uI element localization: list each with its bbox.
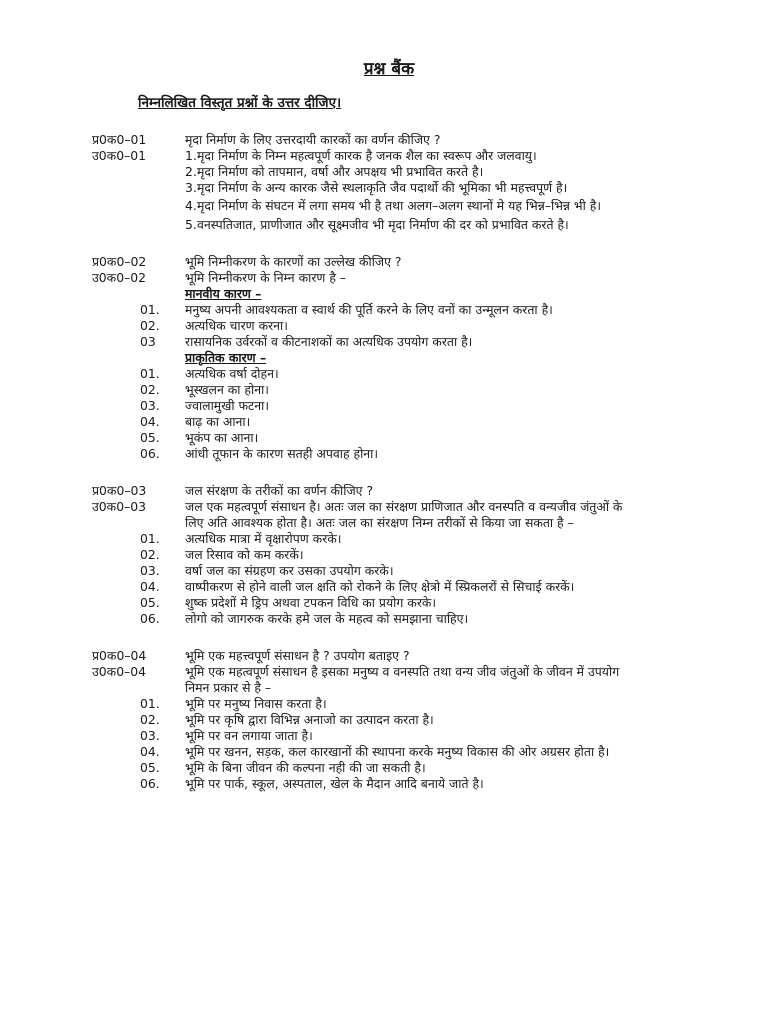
- group-heading-human: मानवीय कारण –: [185, 286, 262, 301]
- question-label: प्र0क0–02: [92, 254, 147, 269]
- answer-point: 04. बाढ़ का आना।: [140, 414, 251, 429]
- answer-point: 03 रासायनिक उर्वरकों व कीटनाशकों का अत्यधिक उपयोग करता है।: [140, 334, 473, 349]
- question-block-3: [0, 483, 768, 627]
- question-text: भूमि एक महत्त्वपूर्ण संसाधन है ? उपयोग बताइए ?: [185, 648, 410, 663]
- answer-point: 4. मृदा निर्माण के संघटन में लगा समय भी है तथा अलग–अलग स्थानों मे यह भिन्न–भिन्न भी है।: [185, 198, 602, 213]
- answer-label: उ0क0–02: [92, 270, 147, 285]
- answer-point: 04. वाष्पीकरण से होने वाली जल क्षति को रोकने के लिए क्षेत्रो में स्प्रिकलरों से सिचाई करकें।: [140, 579, 575, 594]
- answer-point: 02. अत्यधिक चारण करना।: [140, 318, 288, 333]
- answer-point: 1. मृदा निर्माण के निम्न महत्वपूर्ण कारक है जनक शैल का स्वरूप और जलवायु।: [185, 148, 537, 163]
- answer-intro: भूमि एक महत्वपूर्ण संसाधन है इसका मनुष्य व वनस्पति तथा वन्य जीव जंतुओं के जीवन में उपयोग निमन प्रकार से है –: [185, 664, 620, 695]
- answer-intro: जल एक महत्वपूर्ण संसाधन है। अतः जल का संरक्षण प्राणिजात और वनस्पति व वन्यजीव जंतुओं के लिए अति आवश्यक होता है। अतः जल का संरक्षण निम्न तरीकों से किया जा सकता है –: [185, 499, 623, 530]
- answer-point: 02. भूमि पर कृषि द्वारा विभिन्न अनाजो का उत्पादन करता है।: [140, 712, 434, 727]
- answer-point: 3. मृदा निर्माण के अन्य कारक जैसे स्थलाकृति जैव पदार्थो की भूमिका भी महत्त्वपूर्ण है।: [185, 180, 568, 195]
- answer-point: 01. भूमि पर मनुष्य निवास करता है।: [140, 696, 327, 711]
- answer-point: 03. वर्षा जल का संग्रहण कर उसका उपयोग करके।: [140, 563, 394, 578]
- answer-point: 2. मृदा निर्माण को तापमान, वर्षा और अपक्षय भी प्रभावित करते है।: [185, 164, 484, 179]
- instruction-heading: निम्नलिखित विस्तृत प्रश्नों के उत्तर दीजिए।: [138, 95, 342, 111]
- answer-point: 01. अत्यधिक मात्रा में वृक्षारोपण करके।: [140, 531, 342, 546]
- answer-point: 05. भूमि के बिना जीवन की कल्पना नही की जा सकती है।: [140, 760, 426, 775]
- answer-label: उ0क0–03: [92, 499, 147, 514]
- answer-point: 02. भूस्खलन का होना।: [140, 382, 269, 397]
- group-heading-natural: प्राकृतिक कारण –: [185, 350, 267, 365]
- answer-point: 03. ज्वालामुखी फटना।: [140, 398, 270, 413]
- question-block-1: [0, 132, 768, 233]
- question-label: प्र0क0–03: [92, 483, 147, 498]
- answer-point: 05. भूकंप का आना।: [140, 430, 259, 445]
- answer-point: 05. शुष्क प्रदेशों मे ड्रिप अथवा टपकन विधि का प्रयोग करके।: [140, 595, 437, 610]
- question-block-4: [0, 648, 768, 792]
- question-block-2: [0, 254, 768, 462]
- answer-point: 04. भूमि पर खनन, सड़क, कल कारखानों की स्थापना करके मनुष्य विकास की ओर अग्रसर होता है।: [140, 744, 610, 759]
- answer-label: उ0क0–01: [92, 148, 147, 163]
- answer-point: 5. वनस्पतिजात, प्राणीजात और सूक्ष्मजीव भी मृदा निर्माण की दर को प्रभावित करते है।: [185, 217, 569, 232]
- answer-point: 01. अत्यधिक वर्षा दोहन।: [140, 366, 279, 381]
- answer-point: 06. लोगो को जागरुक करके हमे जल के महत्व को समझाना चाहिए।: [140, 611, 469, 626]
- answer-point: 03. भूमि पर वन लगाया जाता है।: [140, 728, 313, 743]
- question-label: प्र0क0–01: [92, 132, 147, 147]
- question-text: भूमि निम्नीकरण के कारणों का उल्लेख कीजिए ?: [185, 254, 402, 269]
- question-text: जल संरक्षण के तरीकों का वर्णन कीजिए ?: [185, 483, 374, 498]
- question-label: प्र0क0–04: [92, 648, 147, 663]
- answer-point: 02. जल रिसाव को कम करकें।: [140, 547, 304, 562]
- answer-label: उ0क0–04: [92, 664, 147, 679]
- answer-point: 01. मनुष्य अपनी आवश्यकता व स्वार्थ की पूर्ति करने के लिए वनों का उन्मूलन करता है।: [140, 302, 553, 317]
- answer-intro: भूमि निम्नीकरण के निम्न कारण है –: [185, 270, 347, 285]
- question-text: मृदा निर्माण के लिए उत्तरदायी कारकों का वर्णन कीजिए ?: [185, 132, 441, 147]
- answer-point: 06. आंधी तूफान के कारण सतही अपवाह होना।: [140, 446, 379, 461]
- answer-point: 06. भूमि पर पार्क, स्कूल, अस्पताल, खेल के मैदान आदि बनाये जाते है।: [140, 776, 484, 791]
- page-title: प्रश्न बैंक: [363, 59, 415, 79]
